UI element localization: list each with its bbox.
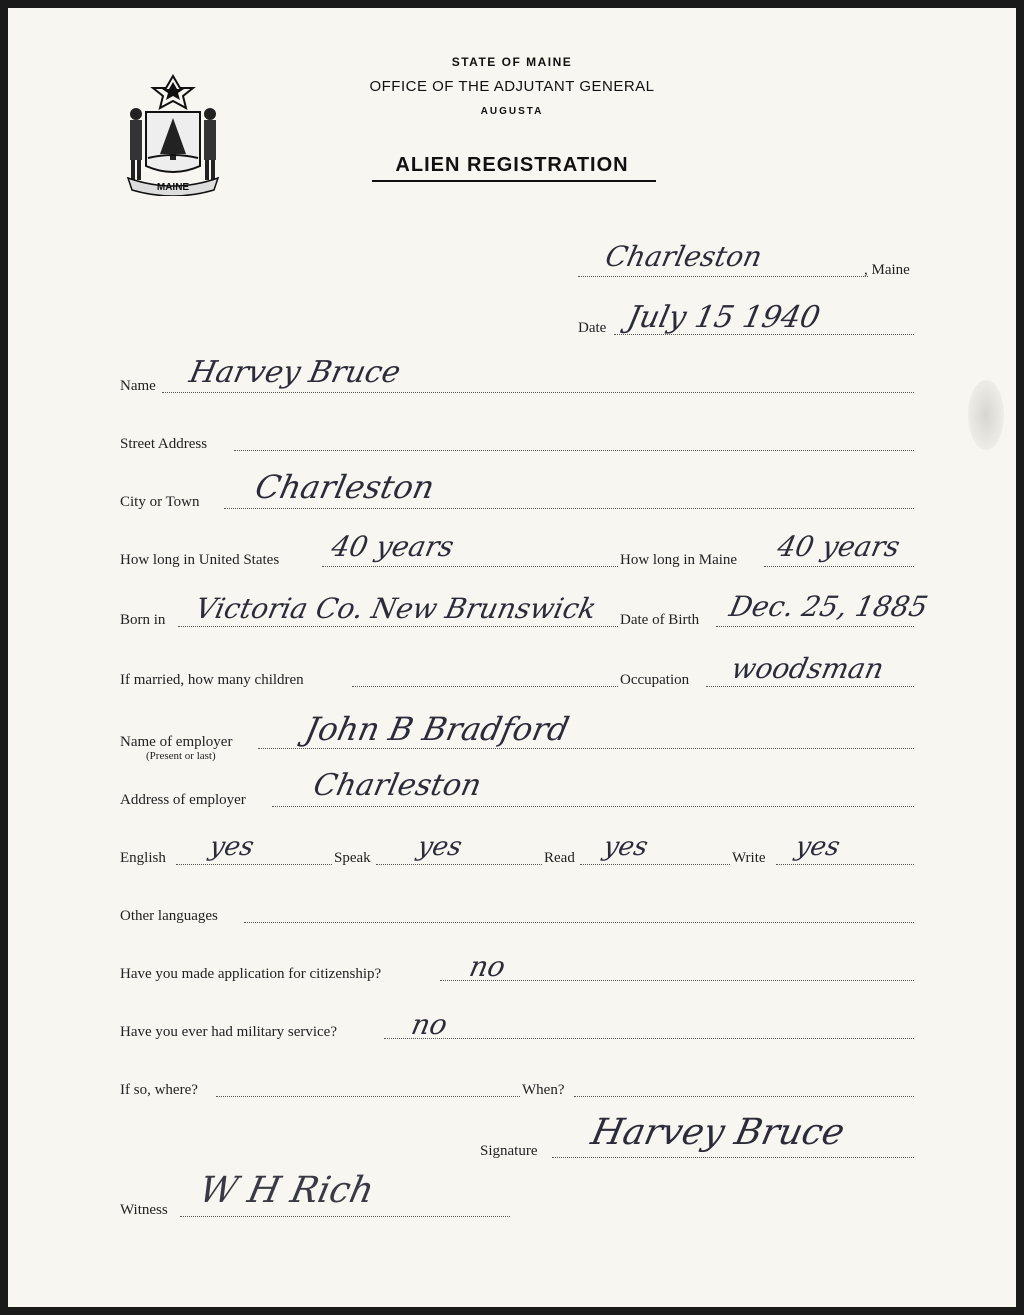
if-so-where-label: If so, where?: [120, 1082, 198, 1098]
how-long-us-value: 40 years: [328, 530, 457, 563]
citizenship-value: no: [466, 950, 509, 983]
read-label: Read: [544, 850, 575, 866]
other-languages-line: [244, 922, 914, 923]
citizenship-label: Have you made application for citizenship?: [120, 966, 382, 982]
employer-name-line: [258, 748, 914, 749]
title-underline: [372, 180, 656, 182]
when-line: [574, 1096, 914, 1097]
employer-note: (Present or last): [146, 750, 216, 762]
signature-label: Signature: [480, 1143, 538, 1159]
how-long-us-line: [322, 566, 618, 567]
speak-line: [376, 864, 542, 865]
citizenship-line: [440, 980, 914, 981]
employer-name-label: Name of employer: [120, 734, 233, 750]
place-line: [578, 276, 868, 277]
occupation-line: [706, 686, 914, 687]
read-line: [580, 864, 730, 865]
speak-value: yes: [414, 832, 465, 862]
date-value: July 15 1940: [624, 300, 824, 335]
header-city: AUGUSTA: [480, 106, 544, 117]
name-label: Name: [120, 378, 156, 394]
military-line: [384, 1038, 914, 1039]
english-value: yes: [206, 832, 257, 862]
military-label: Have you ever had military service?: [120, 1024, 337, 1040]
when-label: When?: [522, 1082, 565, 1098]
header-state: STATE OF MAINE: [451, 55, 573, 69]
write-label: Write: [732, 850, 766, 866]
married-children-line: [352, 686, 618, 687]
witness-value: W H Rich: [195, 1170, 378, 1211]
if-so-where-line: [216, 1096, 520, 1097]
city-label: City or Town: [120, 494, 200, 510]
employer-name-value: John B Bradford: [301, 710, 573, 748]
born-in-line: [178, 626, 618, 627]
write-value: yes: [792, 832, 843, 862]
english-label: English: [120, 850, 166, 866]
military-value: no: [408, 1008, 451, 1041]
name-value: Harvey Bruce: [186, 355, 404, 390]
city-line: [224, 508, 914, 509]
date-label: Date: [578, 320, 607, 336]
place-value: Charleston: [602, 240, 766, 273]
born-in-label: Born in: [120, 612, 166, 628]
date-of-birth-line: [716, 626, 914, 627]
employer-address-line: [272, 806, 914, 807]
married-children-label: If married, how many children: [120, 672, 304, 688]
occupation-value: woodsman: [728, 652, 887, 685]
how-long-us-label: How long in United States: [120, 552, 280, 568]
speak-label: Speak: [334, 850, 371, 866]
svg-text:MAINE: MAINE: [156, 182, 190, 193]
signature-value: Harvey Bruce: [587, 1112, 849, 1153]
born-in-value: Victoria Co. New Brunswick: [192, 592, 600, 625]
street-address-label: Street Address: [120, 436, 208, 452]
english-line: [176, 864, 332, 865]
employer-address-value: Charleston: [310, 768, 485, 803]
read-value: yes: [600, 832, 651, 862]
street-address-line: [234, 450, 914, 451]
how-long-maine-label: How long in Maine: [620, 552, 738, 568]
header-office: OFFICE OF THE ADJUTANT GENERAL: [369, 78, 655, 95]
witness-line: [180, 1216, 510, 1217]
signature-line: [552, 1157, 914, 1158]
how-long-maine-line: [764, 566, 914, 567]
city-value: Charleston: [251, 468, 438, 506]
date-of-birth-value: Dec. 25, 1885: [726, 590, 931, 623]
write-line: [776, 864, 914, 865]
other-languages-label: Other languages: [120, 908, 218, 924]
witness-label: Witness: [120, 1202, 168, 1218]
name-line: [162, 392, 914, 393]
occupation-label: Occupation: [620, 672, 690, 688]
maine-label: , Maine: [864, 262, 910, 278]
form-title: ALIEN REGISTRATION: [395, 154, 629, 176]
employer-address-label: Address of employer: [120, 792, 246, 808]
date-of-birth-label: Date of Birth: [620, 612, 700, 628]
how-long-maine-value: 40 years: [774, 530, 903, 563]
paper-stain: [968, 380, 1004, 450]
